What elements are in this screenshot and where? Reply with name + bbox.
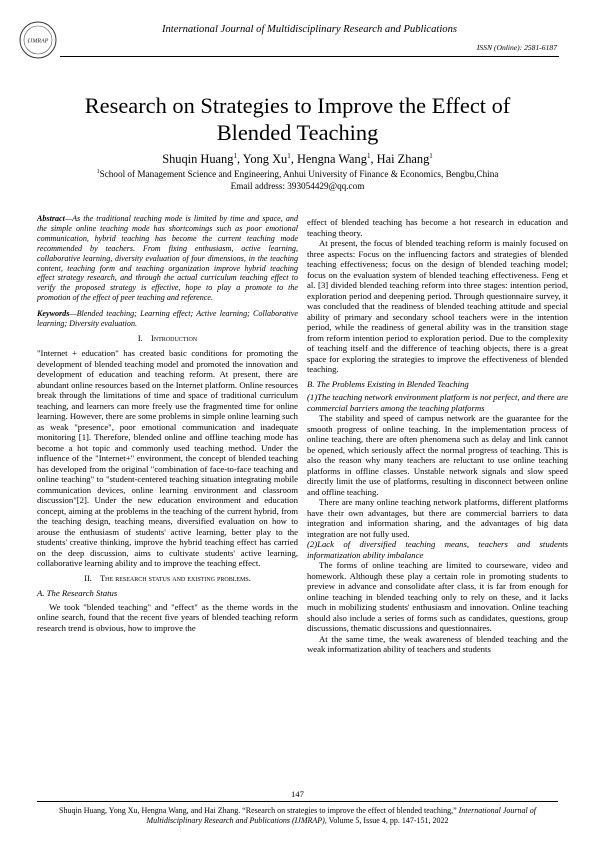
keywords-label: Keywords (37, 309, 70, 319)
citation-details: , Volume 5, Issue 4, pp. 147-151, 2022 (324, 816, 449, 825)
author-name: Shuqin Huang (162, 152, 234, 167)
author-superscript: 1 (429, 152, 433, 160)
author-list (0, 152, 595, 167)
logo-text: IJMRAP (27, 38, 49, 45)
paper-title (40, 92, 555, 146)
author-name: Hengna Wang (296, 152, 367, 167)
author-superscript: 1 (287, 152, 291, 160)
section-title: Introduction (151, 333, 198, 343)
subsection-heading-problems: B. The Problems Existing in Blended Teaching (307, 378, 469, 389)
author-separator: , (236, 152, 243, 167)
right-column (307, 217, 568, 655)
status-paragraph: We took "blended teaching" and "effect" as the theme words in the online search, found that the recent five years of blended teaching reform research trend is obvious, how to improve the (37, 601, 298, 633)
keywords (37, 309, 298, 329)
continued-paragraph: effect of blended teaching has become a hot research in education and teaching theory. (307, 217, 568, 238)
author-separator: , (370, 152, 377, 167)
header-rule (60, 56, 559, 57)
footer-rule (37, 801, 558, 802)
keywords-text: —Blended teaching; Learning effect; Active learning; Collaborative learning; Diversity evaluation. (37, 309, 298, 329)
issn: ISSN (Online): 2581-6187 (476, 43, 557, 52)
author-superscript: 1 (366, 152, 371, 160)
section-heading-introduction (37, 334, 298, 345)
focus-paragraph: At present, the focus of blended teaching reform is mainly focused on three aspects: Focus on the influencing factors and strategies of blended teaching effectiveness; focus on the design of blended teaching model; focus on the evaluation system of blended teaching effectiveness. Feng et al. [3] divided blended teaching reform into three stages: intention period, exploration period and deepening period. Through questionnaire survey, it was concluded that the readiness of blended teaching attitude and special ability of primary and secondary school teachers were in the intention period, while the readiness of general ability was in the transition stage from reform intention period to exploration period. Due to the complexity of teaching itself and the difference of teaching objects, there is a great space for exploring the strategies to improve the effectiveness of blended teaching. (307, 238, 568, 374)
citation-journal: International Journal of Multidisciplinary Research and Publications (IJMRAP) (146, 806, 536, 825)
journal-logo (18, 20, 58, 60)
problem-2-paragraph: The forms of online teaching are limited to courseware, video and homework. Although these play a certain role in promoting students to preview in advance and consolidate after class, it is far from enough for online teaching in blended teaching only to rely on these, and it lacks much in mobilizing students' enthusiasm and innovation. Online teaching should also include a series of forms such as candidates, questions, group discussions, thematic discussions and questionnaires. (307, 560, 568, 633)
section-number: II. (84, 573, 92, 583)
problem-1-paragraph: The stability and speed of campus network are the guarantee for the smooth progress of online teaching. In the implementation process of online teaching, there are often phenomena such as delay and link cannot be opened, which seriously affect the normal progress of teaching. This is also the reason why many teachers are reluctant to use online teaching platforms in offline classes. Unstable network signals and slow speed directly limit the use of platforms, resulting in disconnect between online and offline teaching. (307, 413, 568, 497)
affiliation-superscript: 1 (96, 169, 100, 175)
author-name: Yong Xu (242, 152, 288, 167)
paper-title-line-2: Blended Teaching (216, 120, 379, 145)
problem-1-heading: (1)The teaching network environment platform is not perfect, and there are commercial barriers among the teaching platforms (307, 392, 568, 413)
problem-1-paragraph: There are many online teaching network platforms, different platforms have their own advantages, but there are commercial barriers to data integration and information sharing, and the advantages of big data integration are not fully used. (307, 497, 568, 539)
author-superscript: 1 (233, 152, 237, 160)
journal-title: International Journal of Multidisciplinary Research and Publications (161, 24, 458, 35)
paper-title-line-1: Research on Strategies to Improve the Effect of (84, 93, 511, 118)
problem-2-heading: (2)Lack of diversified teaching means, teachers and students informatization ability imbalance (307, 539, 568, 560)
citation-text: Shuqin Huang, Yong Xu, Hengna Wang, and Hai Zhang. “Research on strategies to improve the effect of blended teaching,” (59, 806, 459, 815)
email-address: Email address: 393054429@qq.com (230, 181, 365, 191)
left-column (37, 214, 298, 633)
citation-footer (37, 806, 558, 826)
author-separator: , (290, 152, 297, 167)
page-number: 147 (291, 789, 304, 799)
affiliation-text: School of Management Science and Engineering, Anhui University of Finance & Economics, Bengbu,China (99, 169, 499, 180)
problem-2-paragraph: At the same time, the weak awareness of blended teaching and the weak informatization ability of teachers and students (307, 633, 568, 654)
abstract-text: —As the traditional teaching mode is limited by time and space, and the simple online teaching mode has shortcomings such as poor emotional communication, hybrid teaching has become the current teaching mode recommended by teachers. From fixing enthusiasm, active learning, collaborative learning, diversity evaluation of four dimensions, in the teaching content, teaching form and teaching organization improve hybrid teaching effect strategy research, and through the actual curriculum teaching effect to verify the proposed strategy is effective, hope to play a promote to the promotion of the effect of peer teaching and reference. (37, 214, 298, 303)
section-title: The research status and existing problems. (100, 573, 251, 583)
section-heading-research-status (37, 574, 298, 585)
subsection-heading-research-status: A. The Research Status (37, 588, 118, 599)
abstract-label: Abstract (37, 214, 65, 223)
abstract (37, 214, 298, 303)
intro-paragraph: "Internet + education" has created basic conditions for promoting the development of blended teaching model and promoted the innovation and development of education and teaching reform. At present, there are abundant online resources based on the Internet platform. Online resources break through the limitations of time and space of traditional curriculum teaching, and learners can more freely use the fragmented time for online learning. However, there are some problems in simple online learning such as weak "presence", poor emotional communication and inadequate monitoring [1]. Therefore, blended online and offline teaching mode has become a hot topic and commonly used teaching method. Under the influence of the "Internet+" environment, the concept of blended teaching has developed from the original "combination of face-to-face teaching and online teaching" to "student-centered teaching situation integrating mobile communication devices, online learning environment and classroom discussion"[2]. Under the new education environment and education concept, aiming at the problems in the teaching of the current hybrid, from the teaching design, teaching means, diversified evaluation on how to arouse the enthusiasm of students' active learning, better play to the students' creative thinking, improve the hybrid teaching effect has carried on the deep discussion, aims to cultivate students' active learning, collaborative learning ability and to improve the teaching effect. (37, 348, 298, 569)
section-number: I. (137, 333, 143, 343)
affiliation (0, 169, 595, 179)
author-name: Hai Zhang (376, 152, 430, 167)
